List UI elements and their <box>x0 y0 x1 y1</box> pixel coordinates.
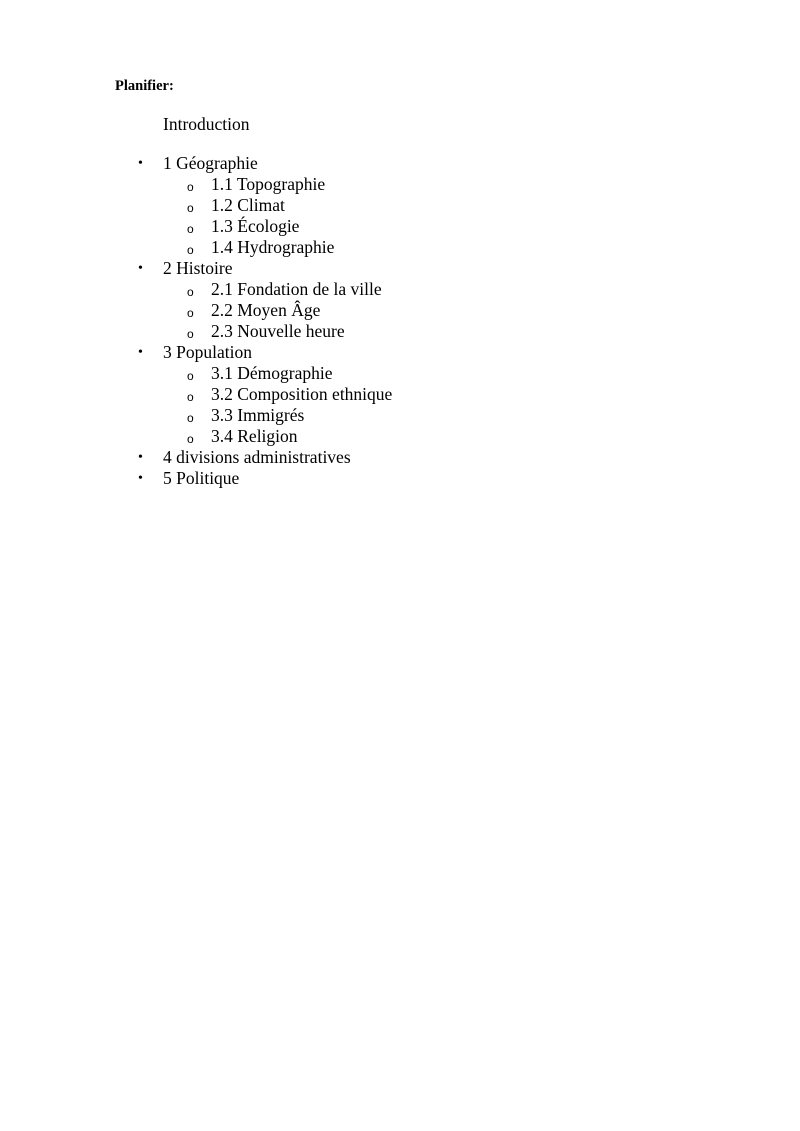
bullet-icon: • <box>138 471 143 486</box>
sub-bullet-icon: o <box>187 201 194 215</box>
toc-item-label: 3.2 Composition ethnique <box>211 384 393 404</box>
toc-item-label: 1.4 Hydrographie <box>211 237 335 257</box>
sub-bullet-icon: o <box>187 285 194 299</box>
sub-bullet-icon: o <box>187 369 194 383</box>
toc-item-label: 4 divisions administratives <box>163 447 351 467</box>
sub-bullet-icon: o <box>187 243 194 257</box>
bullet-icon: • <box>138 156 143 171</box>
sub-bullet-icon: o <box>187 432 194 446</box>
sub-bullet-icon: o <box>187 390 194 404</box>
sub-bullet-icon: o <box>187 222 194 236</box>
toc-item-label: 1.1 Topographie <box>211 174 326 194</box>
toc-item-label: 1.3 Écologie <box>211 216 300 236</box>
toc-item-label: 3.1 Démographie <box>211 363 333 383</box>
document-heading: Planifier: <box>115 78 174 94</box>
bullet-icon: • <box>138 261 143 276</box>
toc-item-label: 3 Population <box>163 342 252 362</box>
sub-bullet-icon: o <box>187 327 194 341</box>
toc-item-label: 2.1 Fondation de la ville <box>211 279 382 299</box>
sub-bullet-icon: o <box>187 180 194 194</box>
toc-item-label: 2.2 Moyen Âge <box>211 300 321 320</box>
toc-item-label: 3.4 Religion <box>211 426 298 446</box>
toc-item-label: 2 Histoire <box>163 258 233 278</box>
bullet-icon: • <box>138 450 143 465</box>
sub-bullet-icon: o <box>187 411 194 425</box>
toc-item-label: 1 Géographie <box>163 153 258 173</box>
bullet-icon: • <box>138 345 143 360</box>
sub-bullet-icon: o <box>187 306 194 320</box>
toc-item-label: 3.3 Immigrés <box>211 405 305 425</box>
intro-item: Introduction <box>163 114 250 134</box>
toc-item-label: 5 Politique <box>163 468 240 488</box>
toc-item-label: 2.3 Nouvelle heure <box>211 321 345 341</box>
toc-item-label: 1.2 Climat <box>211 195 285 215</box>
